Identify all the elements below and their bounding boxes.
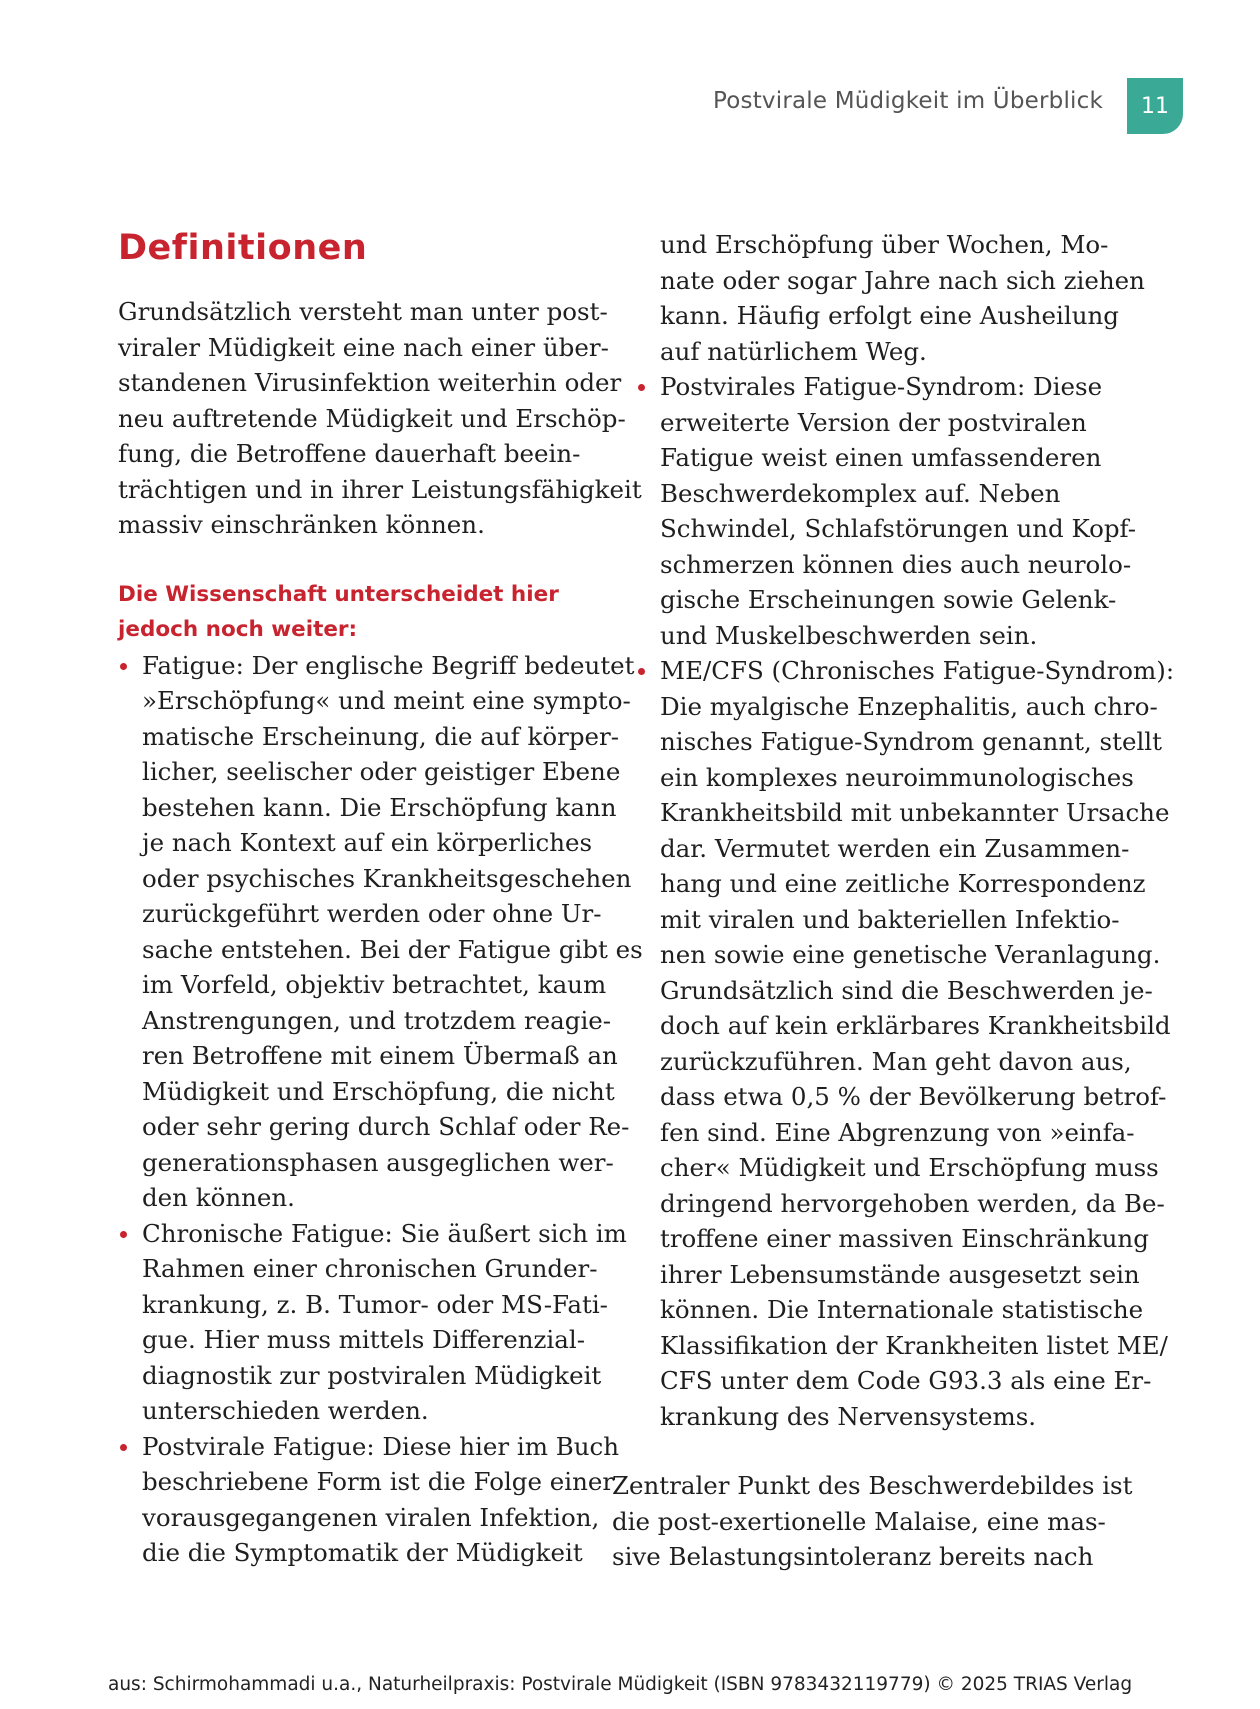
text-line: oder sehr gering durch Schlaf oder Re-	[142, 1112, 630, 1141]
text-line: Krankheitsbild mit unbekannter Ursache	[660, 798, 1170, 827]
text-line: beschriebene Form ist die Folge einer	[142, 1467, 615, 1496]
text-line: oder psychisches Krankheitsgeschehen	[142, 863, 632, 893]
text-line: standenen Virusinfektion weiterhin oder	[118, 368, 622, 397]
text-line: kann. Häufig erfolgt eine Ausheilung	[660, 301, 1119, 330]
text-line: licher, seelischer oder geistiger Ebene	[142, 757, 621, 786]
text-line: Zentraler Punkt des Beschwerdebildes ist	[612, 1471, 1133, 1500]
text-line: Grundsätzlich versteht man unter post-	[118, 297, 608, 326]
source-footer: aus: Schirmohammadi u.a., Naturheilpraxis: Postvirale Müdigkeit (ISBN 9783432119779) © 2025 TRIAS Verlag	[108, 1674, 1133, 1695]
text-line: mit viralen und bakteriellen Infektio-	[660, 904, 1120, 934]
text-line: und Muskelbeschwerden sein.	[660, 620, 1038, 650]
text-line: und Erschöpfung über Wochen, Mo-	[660, 230, 1109, 259]
text-line: fung, die Betroffene dauerhaft beein-	[118, 439, 581, 468]
text-line: sive Belastungsintoleranz bereits nach	[612, 1542, 1094, 1571]
text-line: dringend hervorgehoben werden, da Be-	[660, 1188, 1165, 1218]
text-line: ein komplexes neuroimmunologisches	[660, 762, 1134, 792]
text-line: Grundsätzlich sind die Beschwerden je-	[660, 975, 1153, 1005]
page-number-badge: 11	[1127, 78, 1183, 134]
list-item-postviral-fatigue	[118, 1429, 619, 1571]
text-line: nate oder sogar Jahre nach sich ziehen	[660, 265, 1145, 295]
text-line: dass etwa 0,5 % der Bevölkerung betrof-	[660, 1082, 1167, 1111]
text-line: troffene einer massiven Einschränkung	[660, 1224, 1149, 1253]
left-column	[118, 220, 643, 1571]
text-line: cher« Müdigkeit und Erschöpfung muss	[660, 1153, 1159, 1182]
list-item-continuation	[636, 227, 1145, 369]
text-line: bestehen kann. Die Erschöpfung kann	[142, 792, 617, 822]
text-line: Anstrengungen, und trotzdem reagie-	[142, 1005, 612, 1035]
subheading-line: jedoch noch weiter:	[118, 617, 358, 642]
text-line: zurückzuführen. Man geht davon aus,	[660, 1046, 1132, 1076]
text-line: erweiterte Version der postviralen	[660, 407, 1087, 437]
text-line: nisches Fatigue-Syndrom genannt, stellt	[660, 727, 1162, 756]
text-line: neu auftretende Müdigkeit und Erschöp-	[118, 403, 626, 433]
text-line: gue. Hier muss mittels Differenzial-	[142, 1325, 585, 1354]
text-line: die post-exertionelle Malaise, eine mas-	[612, 1506, 1106, 1536]
text-line: doch auf kein erklärbares Krankheitsbild	[660, 1011, 1171, 1040]
definition-list	[118, 648, 643, 1571]
list-item-chronic-fatigue	[118, 1216, 627, 1429]
right-column	[612, 227, 1175, 1575]
running-header-title: Postvirale Müdigkeit im Überblick	[713, 88, 1103, 114]
subheading	[118, 577, 602, 648]
text-line: diagnostik zur postviralen Müdigkeit	[142, 1360, 602, 1390]
text-line: Postvirales Fatigue-Syndrom: Diese	[660, 372, 1103, 401]
text-line: massiv einschränken können.	[118, 510, 485, 539]
text-line: Rahmen einer chronischen Grunder-	[142, 1254, 598, 1283]
closing-paragraph	[612, 1468, 1133, 1575]
definition-list-continued	[636, 369, 1175, 1434]
text-line: matische Erscheinung, die auf körper-	[142, 721, 620, 751]
text-line: fen sind. Eine Abgrenzung von »einfa-	[660, 1117, 1135, 1147]
text-line: Müdigkeit und Erschöpfung, die nicht	[142, 1076, 615, 1106]
text-line: Chronische Fatigue: Sie äußert sich im	[142, 1218, 627, 1248]
text-line: vorausgegangenen viralen Infektion,	[142, 1502, 600, 1532]
text-line: ren Betroffene mit einem Übermaß an	[142, 1041, 618, 1070]
section-heading: Definitionen	[118, 228, 368, 268]
list-item-me-cfs	[636, 653, 1175, 1434]
text-line: nen sowie eine genetische Veranlagung.	[660, 940, 1161, 969]
list-item-postviral-syndrome	[636, 369, 1137, 653]
text-line: hang und eine zeitliche Korrespondenz	[660, 869, 1146, 898]
text-line: Fatigue weist einen umfassenderen	[660, 443, 1102, 472]
text-line: generationsphasen ausgeglichen wer-	[142, 1147, 614, 1177]
text-line: Beschwerdekomplex auf. Neben	[660, 478, 1061, 508]
text-line: Die myalgische Enzephalitis, auch chro-	[660, 691, 1158, 721]
subheading-line: Die Wissenschaft unterscheidet hier	[118, 581, 559, 607]
text-line: trächtigen und in ihrer Leistungsfähigkeit	[118, 474, 642, 504]
intro-paragraph	[118, 294, 642, 543]
text-line: gische Erscheinungen sowie Gelenk-	[660, 585, 1117, 614]
text-line: viraler Müdigkeit eine nach einer über-	[118, 332, 609, 362]
text-line: krankung, z. B. Tumor- oder MS-Fati-	[142, 1289, 608, 1319]
text-line: schmerzen können dies auch neurolo-	[660, 549, 1132, 579]
text-line: krankung des Nervensystems.	[660, 1401, 1037, 1431]
list-item-fatigue	[118, 648, 643, 1216]
text-line: können. Die Internationale statistische	[660, 1295, 1144, 1324]
text-line: im Vorfeld, objektiv betrachtet, kaum	[142, 970, 607, 999]
text-line: Klassifikation der Krankheiten listet ME/	[660, 1330, 1168, 1360]
text-line: dar. Vermutet werden ein Zusammen-	[660, 833, 1130, 863]
text-line: Postvirale Fatigue: Diese hier im Buch	[142, 1431, 619, 1461]
text-line: ihrer Lebensumstände ausgesetzt sein	[660, 1259, 1140, 1289]
text-line: unterschieden werden.	[142, 1396, 429, 1425]
text-line: ME/CFS (Chronisches Fatigue-Syndrom):	[660, 656, 1175, 685]
text-line: die die Symptomatik der Müdigkeit	[142, 1538, 583, 1567]
text-line: zurückgeführt werden oder ohne Ur-	[142, 899, 602, 928]
text-line: Schwindel, Schlafstörungen und Kopf-	[660, 514, 1137, 543]
text-line: CFS unter dem Code G93.3 als eine Er-	[660, 1366, 1152, 1395]
text-line: »Erschöpfung« und meint eine sympto-	[142, 686, 631, 715]
text-line: sache entstehen. Bei der Fatigue gibt es	[142, 934, 643, 964]
text-line: den können.	[142, 1183, 295, 1212]
text-line: auf natürlichem Weg.	[660, 336, 927, 366]
text-line: je nach Kontext auf ein körperliches	[142, 828, 593, 857]
text-line: Fatigue: Der englische Begriff bedeutet	[142, 650, 635, 680]
